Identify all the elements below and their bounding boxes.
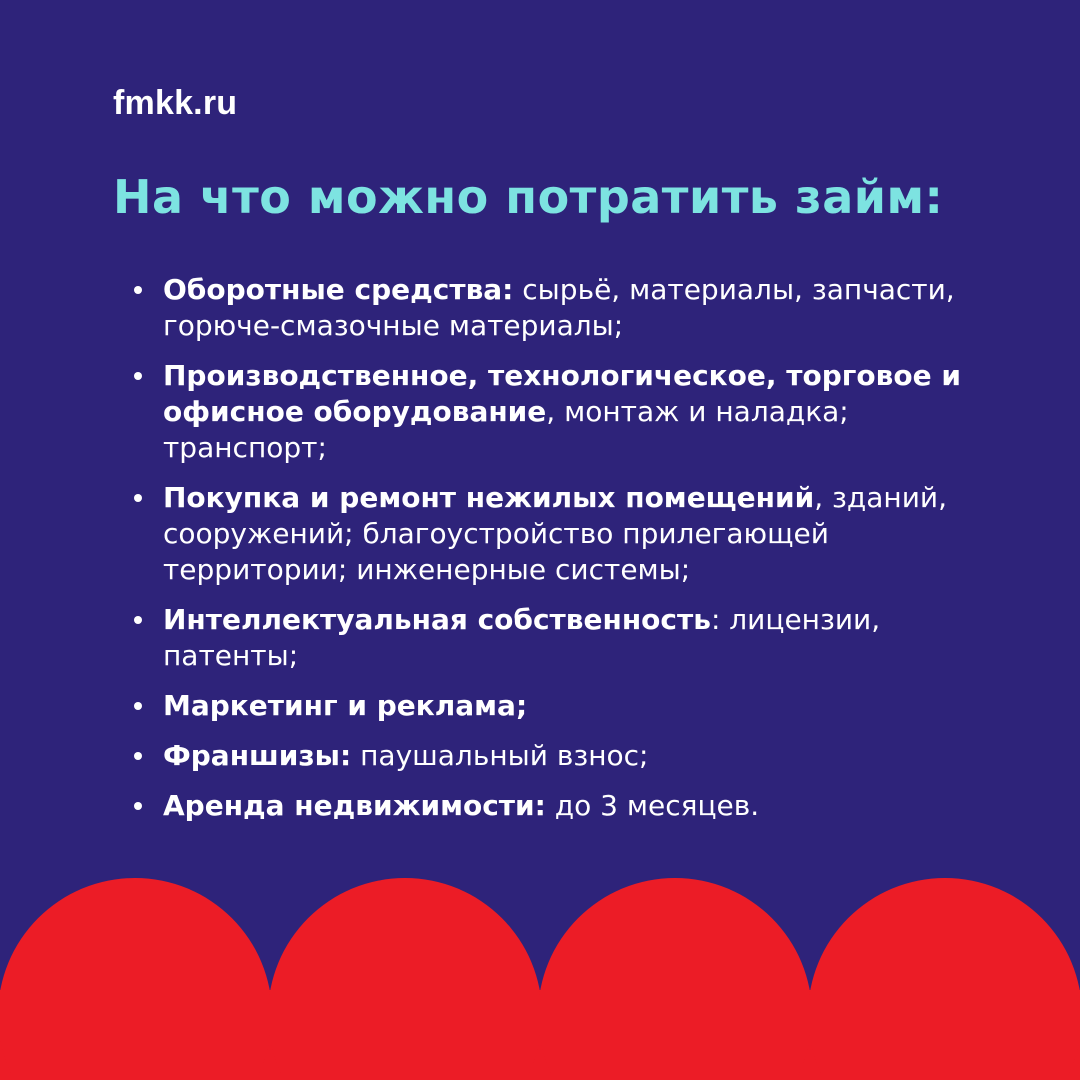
list-item bbox=[163, 602, 993, 674]
item-text: , монтаж и наладка; транспорт; bbox=[163, 395, 849, 464]
item-text: паушальный взнос; bbox=[351, 739, 649, 772]
site-url: fmkk.ru bbox=[113, 84, 238, 122]
list-item bbox=[163, 480, 993, 588]
list-item bbox=[163, 788, 993, 824]
decorative-scallops bbox=[0, 860, 1080, 1080]
scallop-3 bbox=[538, 878, 812, 1080]
item-bold-text: Производственное, технологическое, торговое и офисное оборудование bbox=[163, 359, 961, 428]
item-bold-text: Интеллектуальная собственность bbox=[163, 603, 711, 636]
item-text: сырьё, материалы, запчасти, горюче-смазочные материалы; bbox=[163, 273, 955, 342]
bullet-icon bbox=[134, 372, 142, 380]
item-text: до 3 месяцев. bbox=[545, 789, 760, 822]
bullet-icon bbox=[134, 752, 142, 760]
item-bold-text: Оборотные средства: bbox=[163, 273, 514, 306]
benefits-list bbox=[163, 272, 993, 838]
item-text: , зданий, сооружений; благоустройство прилегающей территории; инженерные системы; bbox=[163, 481, 948, 586]
scallop-2 bbox=[268, 878, 542, 1080]
headline: На что можно потратить займ: bbox=[113, 170, 944, 224]
bullet-icon bbox=[134, 494, 142, 502]
scallop-4 bbox=[808, 878, 1080, 1080]
bullet-icon bbox=[134, 802, 142, 810]
list-item bbox=[163, 272, 993, 344]
list-item bbox=[163, 358, 993, 466]
list-item bbox=[163, 688, 993, 724]
item-bold-text: Маркетинг и реклама; bbox=[163, 689, 528, 722]
item-bold-text: Франшизы: bbox=[163, 739, 352, 772]
list-item bbox=[163, 738, 993, 774]
scallop-1 bbox=[0, 878, 272, 1080]
item-bold-text: Аренда недвижимости: bbox=[163, 789, 546, 822]
item-text: : лицензии, патенты; bbox=[163, 603, 881, 672]
item-bold-text: Покупка и ремонт нежилых помещений bbox=[163, 481, 815, 514]
bullet-icon bbox=[134, 616, 142, 624]
bullet-icon bbox=[134, 702, 142, 710]
bullet-icon bbox=[134, 286, 142, 294]
